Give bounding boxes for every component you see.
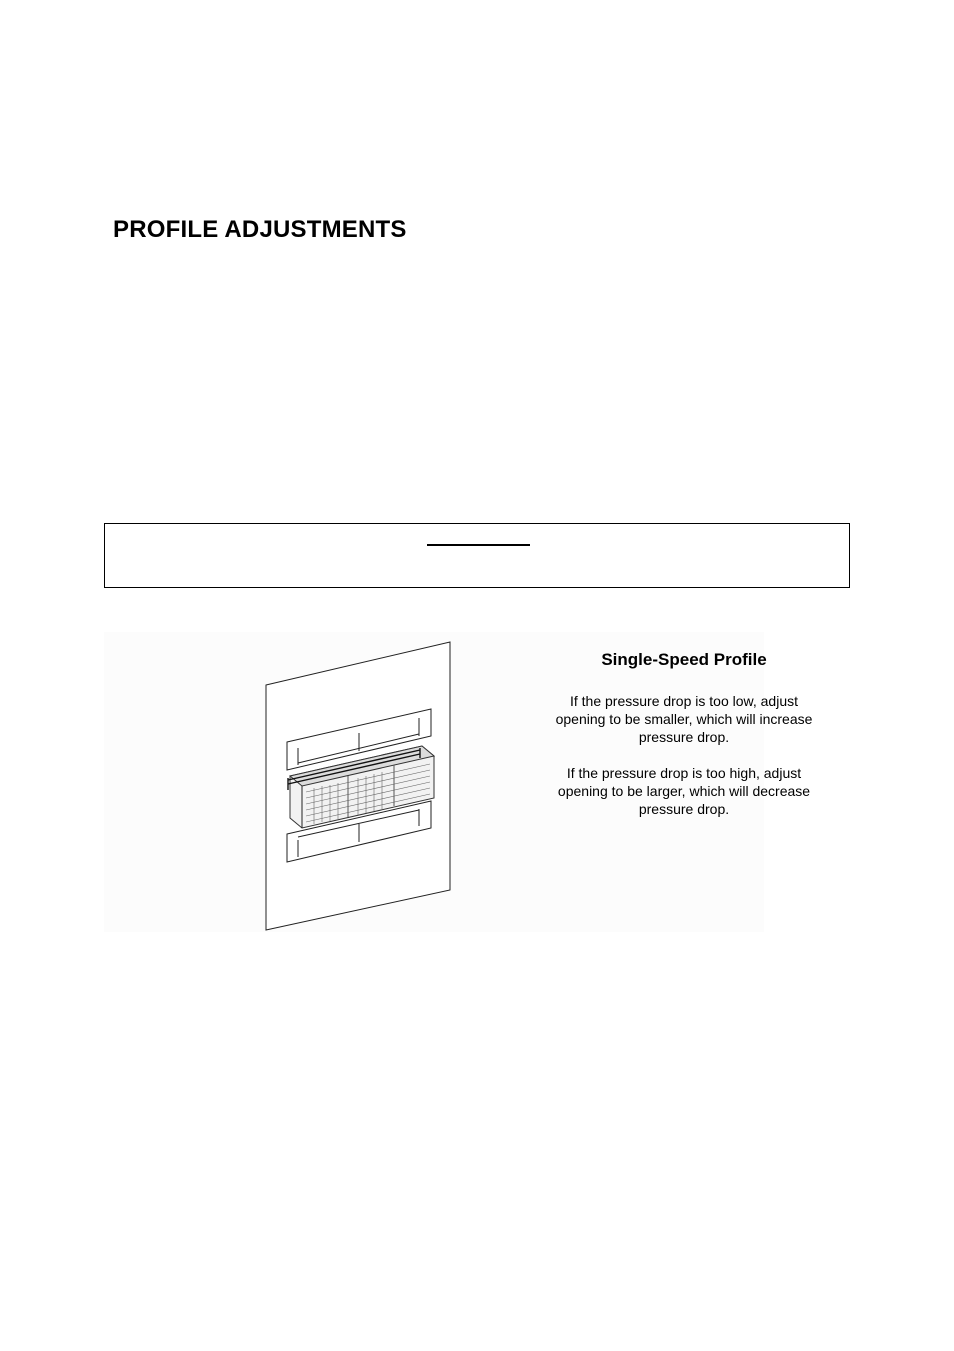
low-pressure-instruction: [504, 692, 864, 746]
page-title: PROFILE ADJUSTMENTS: [113, 216, 407, 243]
caption-line: If the pressure drop is too low, adjust: [569, 693, 798, 709]
caption-line: If the pressure drop is too high, adjust: [566, 765, 802, 781]
figure-caption: [504, 650, 864, 836]
caption-line: pressure drop.: [638, 729, 730, 745]
notice-box: [104, 523, 850, 588]
figure-title: Single-Speed Profile: [601, 650, 767, 669]
notice-heading-rule: [427, 544, 530, 546]
caption-line: opening to be larger, which will decrease: [557, 783, 811, 799]
high-pressure-instruction: [504, 764, 864, 818]
caption-line: pressure drop.: [638, 801, 730, 817]
profile-figure: [104, 632, 813, 932]
profile-panel-drawing: [262, 640, 454, 925]
caption-line: opening to be smaller, which will increase: [555, 711, 813, 727]
